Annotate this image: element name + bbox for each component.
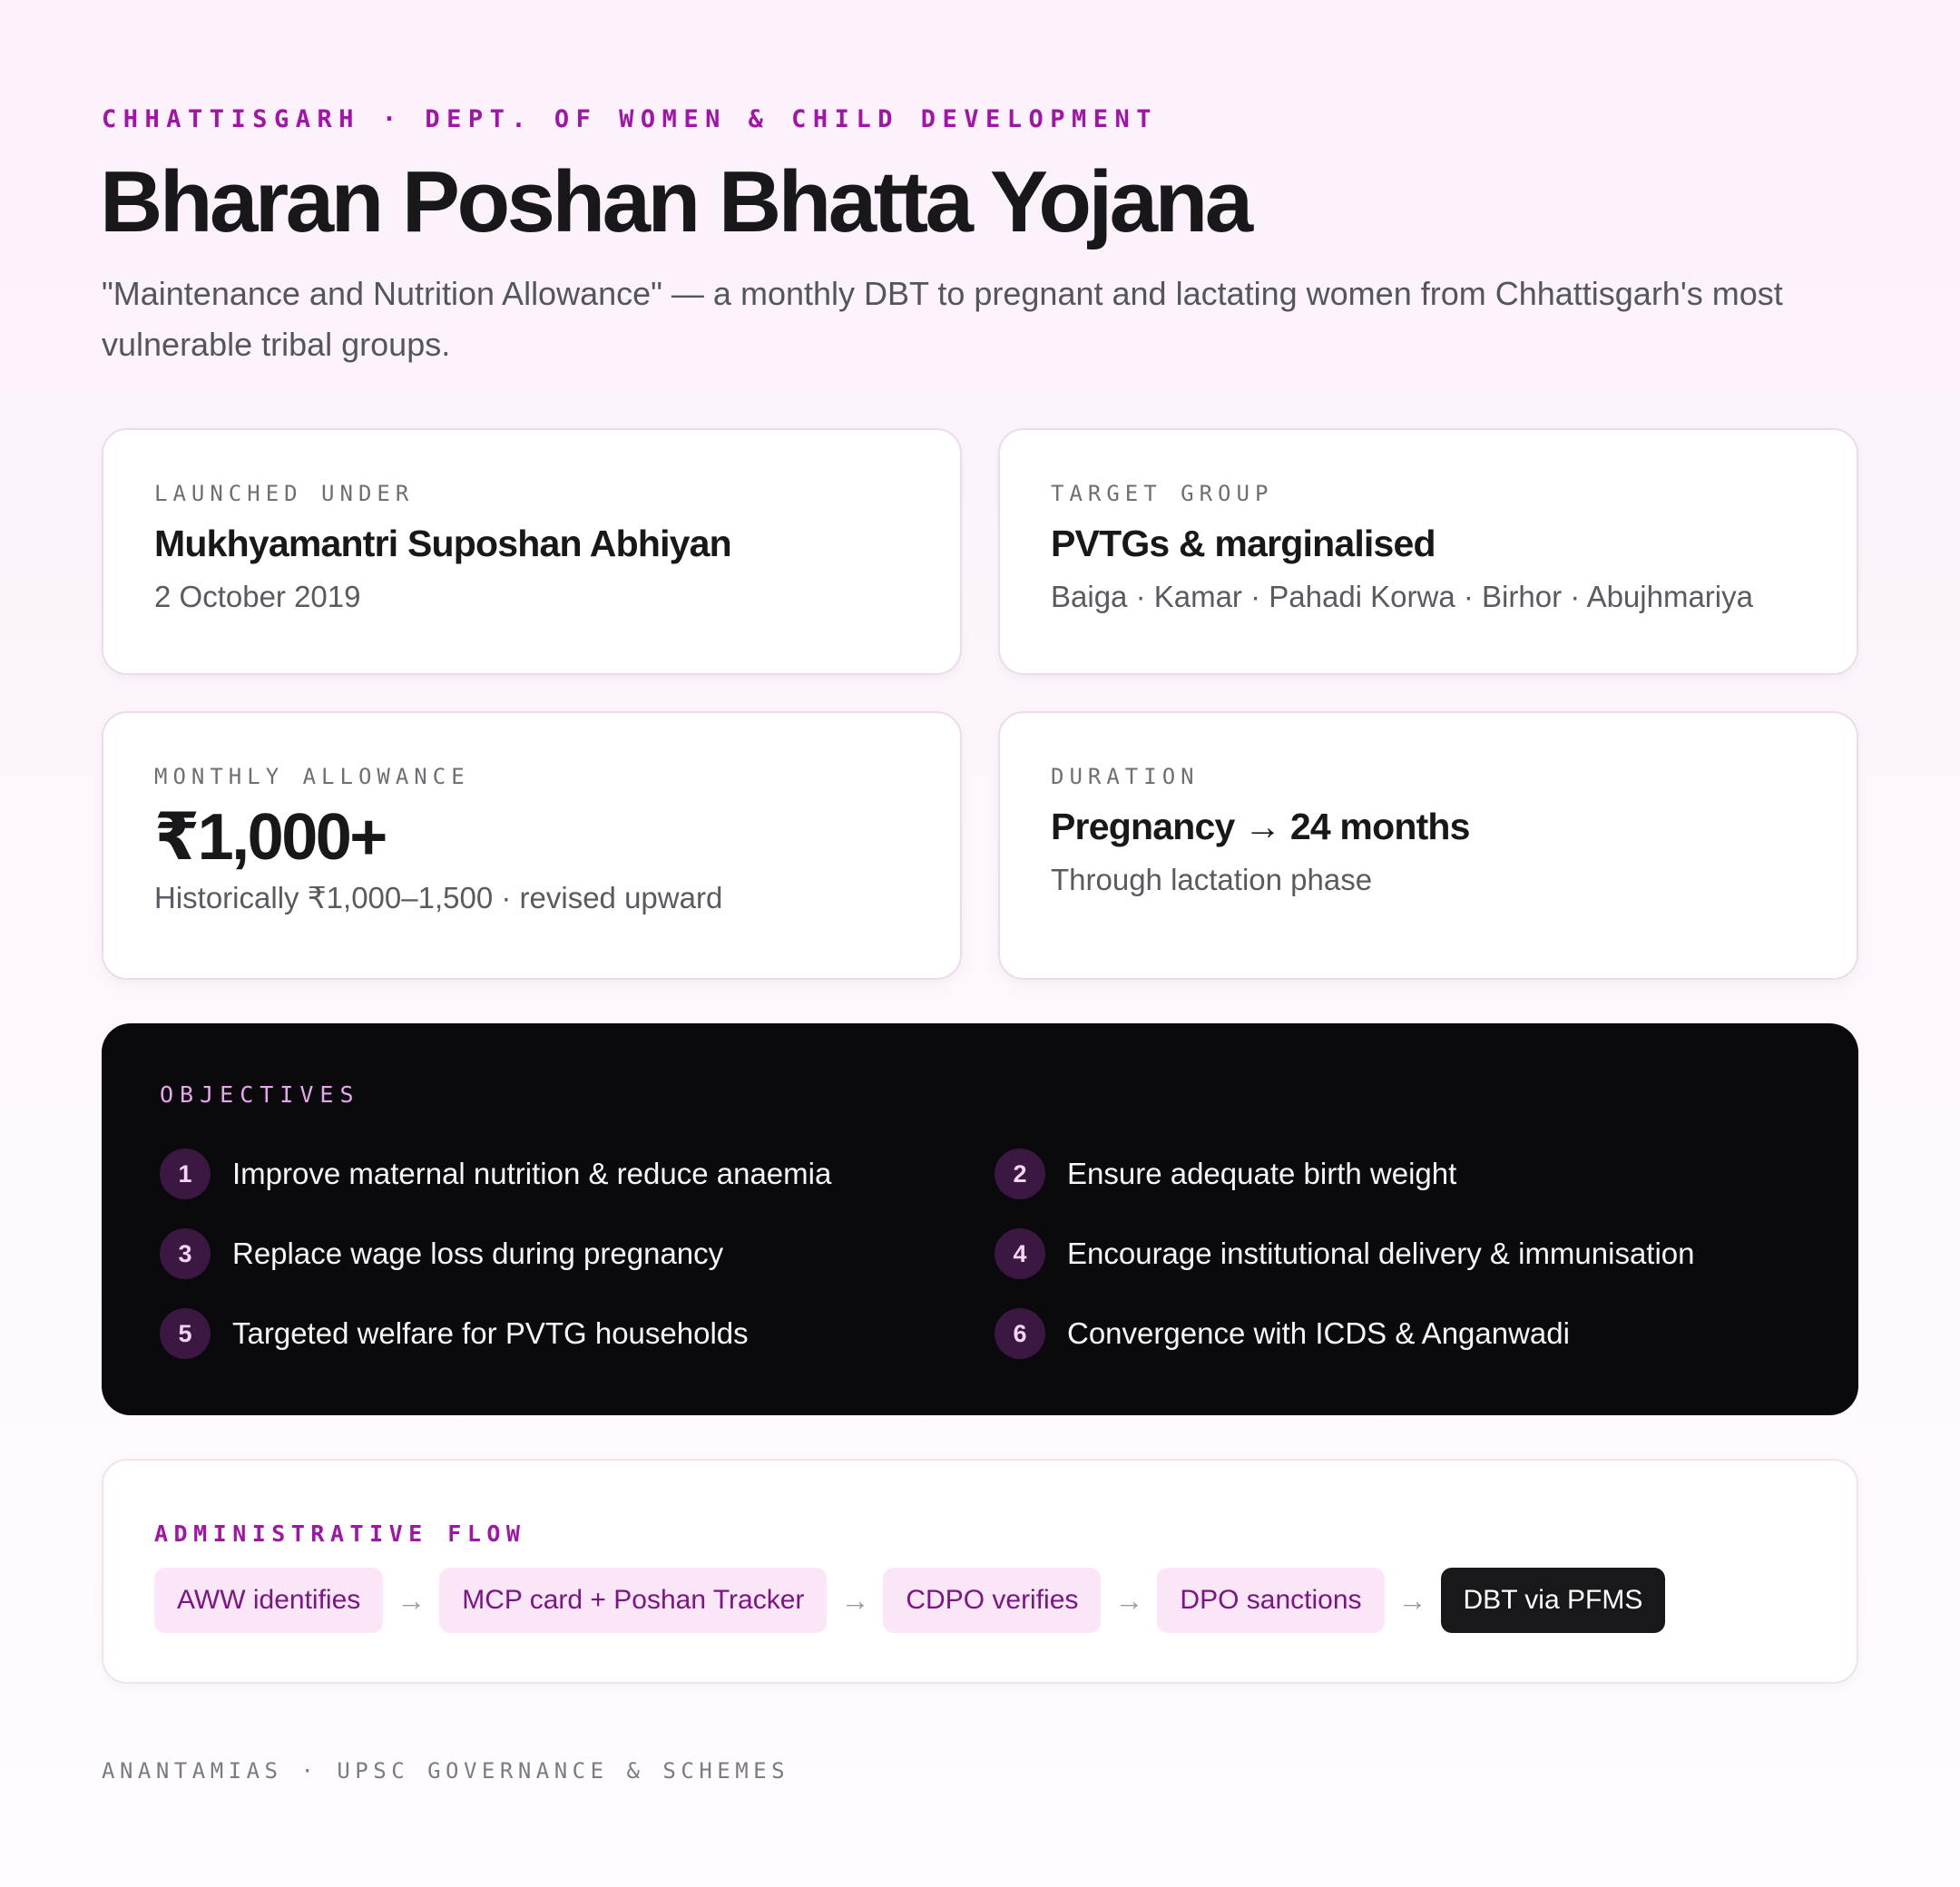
- flow-step-cdpo: CDPO verifies: [883, 1568, 1101, 1633]
- card-note: 2 October 2019: [154, 580, 361, 613]
- objective-number-badge: 3: [160, 1228, 211, 1279]
- objective-number-badge: 6: [995, 1308, 1045, 1359]
- objective-item: [160, 1228, 995, 1279]
- arrow-right-icon: →: [1114, 1583, 1144, 1617]
- card-label: TARGET GROUP: [1051, 481, 1274, 506]
- objective-item: [995, 1228, 1800, 1279]
- objective-item: [995, 1308, 1800, 1359]
- flow-step-dbt: DBT via PFMS: [1441, 1568, 1666, 1633]
- objectives-panel: [102, 1023, 1858, 1415]
- objective-number-badge: 4: [995, 1228, 1045, 1279]
- arrow-right-icon: →: [840, 1583, 870, 1617]
- card-note: Baiga · Kamar · Pahadi Korwa · Birhor · Abujhmariya: [1051, 580, 1753, 613]
- flow-steps: [154, 1568, 1665, 1633]
- objective-item: [995, 1149, 1800, 1199]
- page-title: Bharan Poshan Bhatta Yojana: [100, 153, 1250, 250]
- flow-step-mcp-card: MCP card + Poshan Tracker: [439, 1568, 827, 1633]
- card-label: MONTHLY ALLOWANCE: [154, 764, 470, 789]
- department-kicker: CHHATTISGARH · DEPT. OF WOMEN & CHILD DEVELOPMENT: [102, 105, 1159, 133]
- objective-number-badge: 1: [160, 1149, 211, 1199]
- flow-step-dpo: DPO sanctions: [1157, 1568, 1384, 1633]
- target-group-card: [998, 428, 1858, 675]
- card-label: LAUNCHED UNDER: [154, 481, 415, 506]
- objective-text: Encourage institutional delivery & immunisation: [1067, 1237, 1695, 1270]
- administrative-flow-card: [102, 1459, 1858, 1684]
- objective-text: Ensure adequate birth weight: [1067, 1157, 1457, 1190]
- objectives-list: [160, 1149, 1800, 1359]
- card-note: Historically ₹1,000–1,500 · revised upward: [154, 881, 723, 914]
- card-value: PVTGs & marginalised: [1051, 523, 1436, 564]
- flow-label: ADMINISTRATIVE FLOW: [154, 1520, 526, 1547]
- card-value: Pregnancy → 24 months: [1051, 806, 1470, 847]
- objective-text: Replace wage loss during pregnancy: [232, 1237, 724, 1270]
- page-subtitle: "Maintenance and Nutrition Allowance" — a monthly DBT to pregnant and lactating women from Chhattisgarh's most vulnerable tribal groups.: [102, 275, 1783, 363]
- card-note: Through lactation phase: [1051, 863, 1373, 896]
- launched-under-card: [102, 428, 962, 675]
- objective-number-badge: 5: [160, 1308, 211, 1359]
- arrow-right-icon: →: [1397, 1583, 1427, 1617]
- objective-text: Convergence with ICDS & Anganwadi: [1067, 1316, 1570, 1350]
- objective-item: [160, 1308, 995, 1359]
- objectives-label: OBJECTIVES: [160, 1081, 360, 1108]
- card-label: DURATION: [1051, 764, 1200, 789]
- monthly-allowance-card: [102, 711, 962, 980]
- footer-credit: ANANTAMIAS · UPSC GOVERNANCE & SCHEMES: [102, 1758, 790, 1784]
- objective-text: Targeted welfare for PVTG households: [232, 1316, 749, 1350]
- flow-step-aww: AWW identifies: [154, 1568, 383, 1633]
- objective-item: [160, 1149, 995, 1199]
- card-value: ₹1,000+: [154, 801, 386, 874]
- duration-card: [998, 711, 1858, 980]
- objective-text: Improve maternal nutrition & reduce anaemia: [232, 1157, 832, 1190]
- arrow-right-icon: →: [397, 1583, 426, 1617]
- card-value: Mukhyamantri Suposhan Abhiyan: [154, 523, 731, 564]
- objective-number-badge: 2: [995, 1149, 1045, 1199]
